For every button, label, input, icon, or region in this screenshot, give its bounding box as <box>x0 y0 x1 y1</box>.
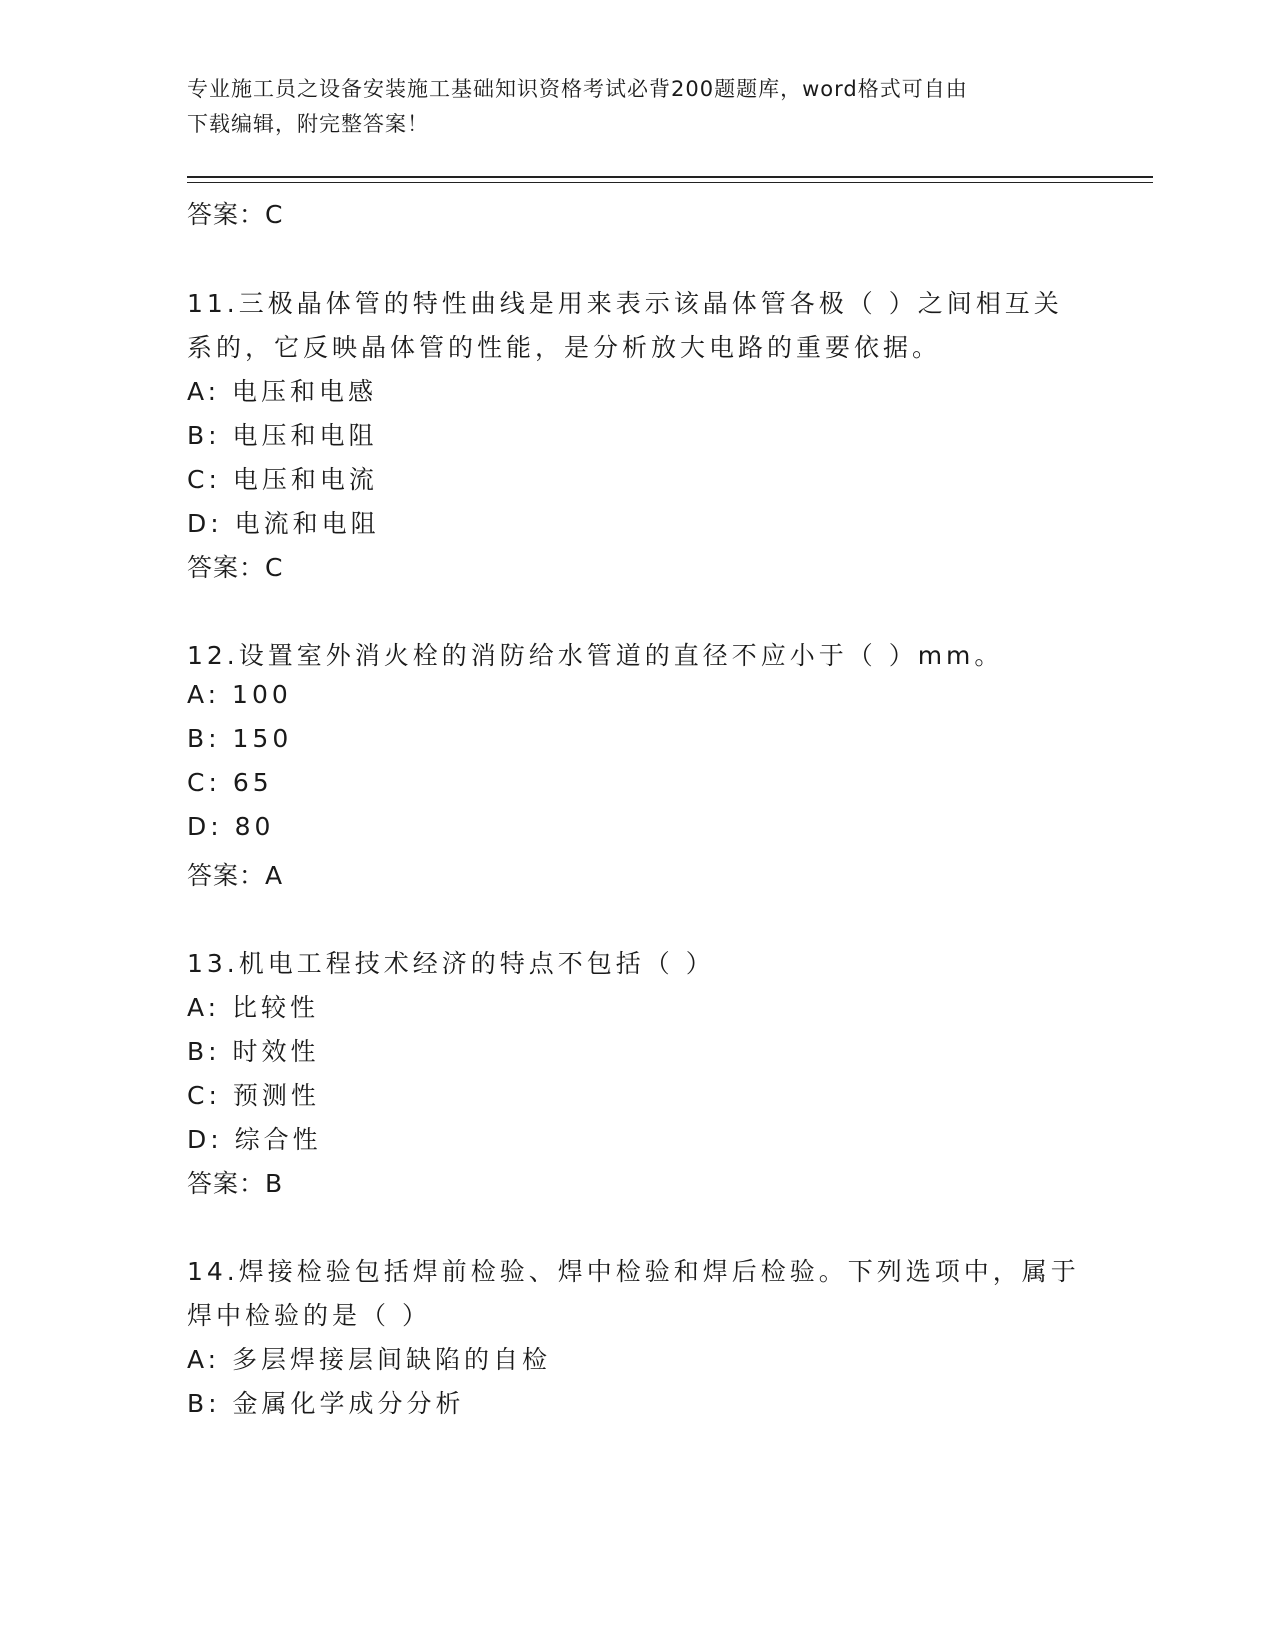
question-11-stem-line-1: 11.三极晶体管的特性曲线是用来表示该晶体管各极（ ）之间相互关 <box>187 289 1063 318</box>
question-14-stem-line-2: 焊中检验的是（ ） <box>187 1301 431 1330</box>
question-11-option-b: B: 电压和电阻 <box>187 421 378 450</box>
header-line-1: 专业施工员之设备安装施工基础知识资格考试必背200题题库，word格式可自由 <box>187 77 968 101</box>
answer-prev: 答案：C <box>187 200 284 229</box>
header-divider-thin <box>187 182 1153 183</box>
question-11-stem-line-2: 系的，它反映晶体管的性能，是分析放大电路的重要依据。 <box>187 333 942 362</box>
question-13-option-d: D: 综合性 <box>187 1125 322 1154</box>
question-14-option-b: B: 金属化学成分分析 <box>187 1389 465 1418</box>
question-14-option-a: A: 多层焊接层间缺陷的自检 <box>187 1345 552 1374</box>
question-11-option-d: D: 电流和电阻 <box>187 509 380 538</box>
header-line-2: 下载编辑，附完整答案！ <box>187 112 429 136</box>
question-12-option-b: B: 150 <box>187 724 293 753</box>
question-11-option-a: A: 电压和电感 <box>187 377 378 406</box>
question-12-stem: 12.设置室外消火栓的消防给水管道的直径不应小于（ ）mm。 <box>187 641 1004 670</box>
question-11-option-c: C: 电压和电流 <box>187 465 378 494</box>
question-14-stem-line-1: 14.焊接检验包括焊前检验、焊中检验和焊后检验。下列选项中，属于 <box>187 1257 1080 1286</box>
question-13-option-a: A: 比较性 <box>187 993 320 1022</box>
header-divider-thick <box>187 176 1153 178</box>
question-12-option-d: D: 80 <box>187 812 275 841</box>
question-13-answer: 答案：B <box>187 1169 284 1198</box>
question-13-option-b: B: 时效性 <box>187 1037 320 1066</box>
question-11-answer: 答案：C <box>187 553 284 582</box>
question-12-option-c: C: 65 <box>187 768 273 797</box>
question-13-stem: 13.机电工程技术经济的特点不包括（ ） <box>187 949 715 978</box>
document-header <box>187 72 1067 142</box>
question-12-answer: 答案：A <box>187 861 284 890</box>
question-13-option-c: C: 预测性 <box>187 1081 320 1110</box>
question-12-option-a: A: 100 <box>187 680 292 709</box>
